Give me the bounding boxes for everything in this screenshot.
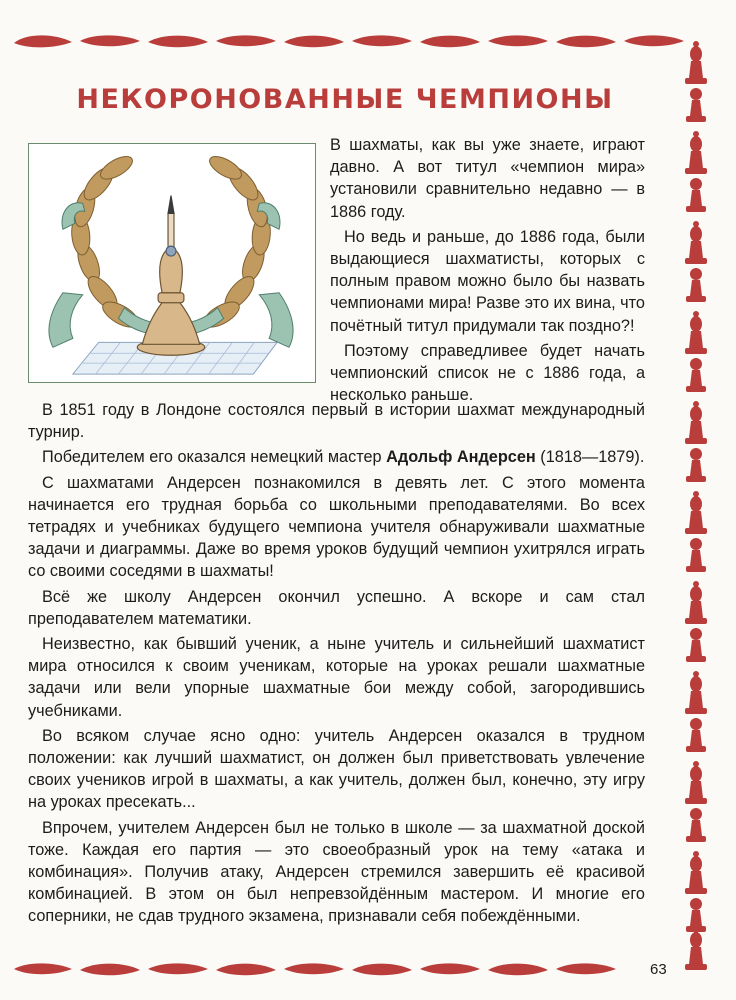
page-title: НЕКОРОНОВАННЫЕ ЧЕМПИОНЫ	[76, 84, 614, 115]
chess-piece-border	[676, 40, 716, 970]
chess-pawn-icon	[686, 358, 706, 392]
chess-bishop-icon	[685, 671, 707, 714]
winner-text: Победителем его оказался немецкий мастер	[42, 448, 387, 467]
wave-border-bottom	[14, 958, 624, 980]
main-text	[28, 399, 645, 928]
chess-bishop-icon	[685, 491, 707, 534]
chess-pawn-icon	[686, 448, 706, 482]
chess-bishop-icon	[685, 581, 707, 624]
winner-paragraph	[28, 446, 645, 468]
chess-piece-icon	[137, 196, 204, 356]
paragraph: Неизвестно, как бывший ученик, а ныне учитель и сильнейший шахматист мира относился к своим ученикам, которые на уроках решали шахматные задачи или вели упорные шахматные бои между собой, загородившись учебниками.	[28, 635, 645, 720]
illustration-frame	[28, 143, 316, 383]
winner-years: (1818—1879).	[535, 448, 645, 467]
paragraph: Во всяком случае ясно одно: учитель Андерсен оказался в трудном положении: как лучший шахматист, он должен был приветствовать увлечение своих учеников игрой в шахматы, а как учитель, должен был, конечно, эту игру на уроках пресекать...	[28, 726, 645, 812]
paragraph: Впрочем, учителем Андерсен был не только в школе — за шахматной доской тоже. Каждая его партия — это своеобразный урок на тему «атака и комбинация». Получив атаку, Андерсен стремился завершить её красивой комбинацией. В этом он был непревзойдённым мастером. И многие его соперники, не сдав трудного экзамена, признавали себя побеждёнными.	[28, 818, 645, 926]
chess-bishop-icon	[685, 851, 707, 894]
chess-pawn-icon	[686, 268, 706, 302]
intro-paragraph: Поэтому справедливее будет начать чемпионский список не с 1886 года, а несколько раньше.	[330, 341, 645, 405]
chess-bishop-icon	[685, 311, 707, 354]
chess-pawn-icon	[686, 538, 706, 572]
paragraph: В 1851 году в Лондоне состоялся первый в истории шахмат международный турнир.	[28, 401, 645, 442]
intro-paragraph: Но ведь и раньше, до 1886 года, были выдающиеся шахматисты, которых с полным правом можно было бы назвать чемпионами мира! Разве это их вина, что почётный титул придумали так поздно?!	[330, 227, 645, 335]
chess-pawn-icon	[686, 718, 706, 752]
laurel-wreath-icon	[29, 144, 315, 382]
chess-pawn-icon	[686, 808, 706, 842]
chess-bishop-icon	[685, 41, 707, 84]
intro-paragraph: В шахматы, как вы уже знаете, играют давно. А вот титул «чемпион мира» установили сравнительно недавно — в 1886 году.	[330, 136, 645, 221]
intro-text	[330, 134, 645, 406]
chess-bishop-icon	[685, 927, 707, 970]
chess-bishop-icon	[685, 761, 707, 804]
champion-name: Адольф Андерсен	[386, 448, 536, 467]
chess-bishop-icon	[685, 401, 707, 444]
paragraph: Всё же школу Андерсен окончил успешно. А вскоре и сам стал преподавателем математики.	[28, 587, 645, 628]
page-number: 63	[650, 961, 667, 978]
wave-border-top	[14, 30, 684, 52]
chess-pawn-icon	[686, 178, 706, 212]
chess-bishop-icon	[685, 131, 707, 174]
chess-bishop-icon	[685, 221, 707, 264]
chess-pawn-icon	[686, 628, 706, 662]
paragraph: С шахматами Андерсен познакомился в девять лет. С этого момента начинается его трудная борьба со школьными преподавателями. Во всех тетрадях и учебниках будущего чемпиона учителя обнаруживали шахматные задачи и диаграммы. Даже во время уроков будущий чемпион ухитрялся играть со своими соседями в шахматы!	[28, 473, 645, 581]
chess-pawn-icon	[686, 898, 706, 932]
